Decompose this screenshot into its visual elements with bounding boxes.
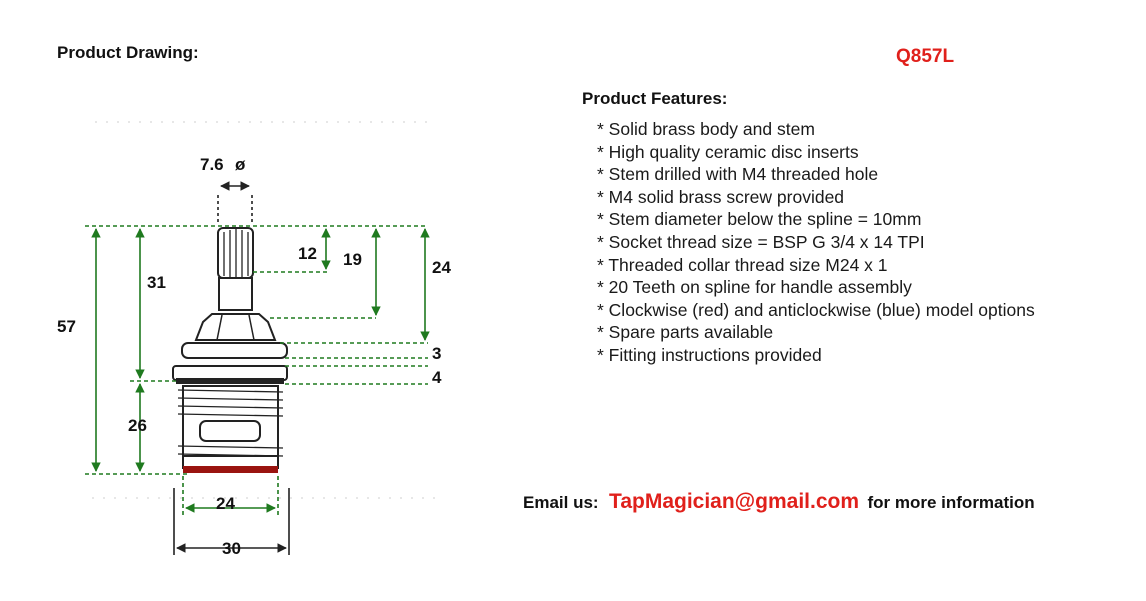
feature-item: * Fitting instructions provided [597,344,822,365]
dim-stem-diameter: 7.6 [200,155,224,174]
feature-item: * Socket thread size = BSP G 3/4 x 14 TPI [597,231,925,252]
body-window [200,421,260,441]
dim-upper-height: 31 [147,273,166,292]
feature-item: * Clockwise (red) and anticlockwise (blue) model options [597,299,1035,320]
email-label: Email us: [523,493,599,512]
feature-item: * Stem drilled with M4 threaded hole [597,164,879,185]
feature-item: * 20 Teeth on spline for handle assembly [597,277,912,298]
feature-item: * Spare parts available [597,322,774,343]
threaded-collar [182,343,287,358]
feature-item: * Stem diameter below the spline = 10mm [597,209,922,230]
dim-thread-length: 26 [128,416,147,435]
dim-collar-thickness: 3 [432,344,442,363]
diameter-symbol: ø [235,155,246,174]
feature-item: * High quality ceramic disc inserts [597,141,859,162]
hex-nut [196,314,275,340]
email-suffix: for more information [867,493,1035,512]
email-address[interactable]: TapMagician@gmail.com [609,490,860,513]
cartridge-body [173,228,287,473]
dim-base-diameter: 24 [216,494,235,513]
dim-thread-diameter: 30 [222,539,241,558]
stem-shaft [219,278,252,310]
base-seal [183,466,278,473]
dim-spline-height: 12 [298,244,317,263]
dim-top-to-collar: 24 [432,258,451,277]
dim-stem-to-nut: 19 [343,250,362,269]
feature-item: * Threaded collar thread size M24 x 1 [597,254,888,275]
o-ring [176,378,284,384]
dim-overall-height: 57 [57,317,76,336]
feature-item: * Solid brass body and stem [597,119,815,139]
features-title: Product Features: [582,89,728,108]
dim-flange-thickness: 4 [432,368,442,387]
model-code: Q857L [896,46,955,67]
drawing-title: Product Drawing: [57,43,199,62]
feature-item: * M4 solid brass screw provided [597,186,845,207]
flange [173,366,287,380]
